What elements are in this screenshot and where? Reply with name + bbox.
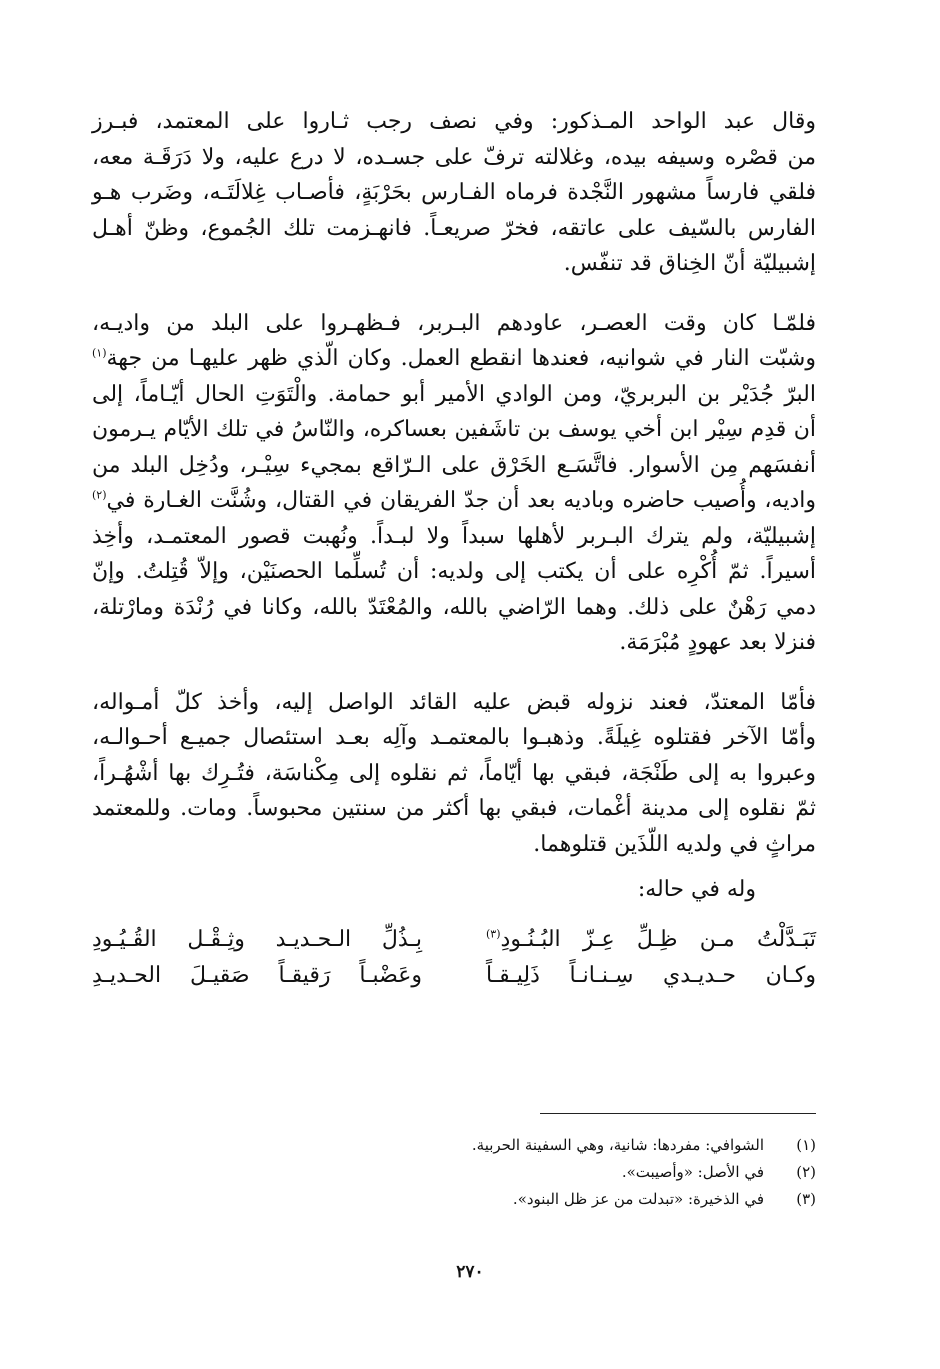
poem-verse	[92, 922, 816, 958]
text-line: فلقي فارساً مشهور النَّجْدة فرماه الفـارس بحَرْبَةٍ، فأصـاب غِلالَتَـه، وضَرب هـو	[92, 180, 816, 205]
text-line: إشبيليّة، ولم يترك البـربر لأهلها سبداً ولا لبـداً. ونُهبت قصور المعتمـد، وأخِذ	[92, 523, 816, 549]
footnotes	[216, 1132, 816, 1213]
footnote-text: في الذخيرة: «تبدلت من عز ظل البنود».	[512, 1190, 764, 1208]
text-line: واديه، وأُصيب حاضره وباديه بعد أن جدّ الفريقان في القتال، وشُنَّت الغـارة في	[106, 488, 816, 513]
text-line: البرّ جُدَيْر بن البربريّ، ومن الوادي الأمير أبو حمامة. والْتَوَتِ الحال أيّـاماً، إلى	[92, 381, 816, 407]
footnote-number: (٢)	[796, 1163, 816, 1181]
text-line: فأمّا المعتدّ، فعند نزوله قبض عليه القائد الواصل إليه، وأخذ كلّ أمـواله،	[92, 689, 816, 715]
text-line: أن قدِم سِيْر ابن أخي يوسف بن تاشَفين بعساكره، والنّاسُ في تلك الأيّام يـرمون	[92, 417, 816, 442]
footnote-marker-1: (١)	[92, 346, 107, 360]
text-line-with-footnote	[92, 341, 816, 377]
footnote-separator	[540, 1113, 816, 1114]
footnote	[216, 1186, 816, 1213]
verse-first-hemistich: وكـان حـديـدي سِـنـانـاً ذَلِيـقـاً	[486, 962, 816, 988]
text-line: دمي رَهْنٌ على ذلك. وهما الرّاضي بالله، والمُعْتَدّ بالله، وكانا في رُنْدَة ومارْتلة،	[92, 594, 816, 620]
text-line: فنزلا بعد عهودٍ مُبْرَمَة.	[619, 630, 816, 655]
paragraph-1	[92, 104, 816, 282]
footnote	[216, 1159, 816, 1186]
poem-intro: وله في حاله:	[637, 877, 756, 902]
page-body	[92, 104, 816, 994]
text-line: مراثٍ في ولديه اللّذَين قتلوهما.	[533, 831, 816, 857]
text-line: وأمّا الآخر فقتلوه غِيلَةً. وذهبـوا بالمعتمـد وآلِه بعـد استئصال جميـع أحـوالـه،	[92, 725, 816, 750]
poem	[92, 922, 816, 994]
paragraph-3	[92, 685, 816, 863]
text-line: فلمّـا كان وقت العصـر، عاودهم البـربر، فـظهـروا على البلد من واديـه،	[92, 310, 816, 336]
text-line: ثمّ نقلوه إلى مدينة أغْمات، فبقي بها أكثر من سنتين محبوساً. ومات. وللمعتمد	[92, 796, 816, 821]
footnote	[216, 1132, 816, 1159]
text-line: وشبّت النار في شوانيه، فعندها انقطع العمل. وكان الّذي ظهر عليهـا من جهة	[106, 346, 816, 371]
poem-verse	[92, 958, 816, 994]
footnote-number: (٣)	[796, 1190, 816, 1208]
verse-first-hemistich: تَبَـدَّلْتُ مـن ظِـلِّ عِـزّ البُـنُـودِ$^{(٣)}$	[486, 926, 816, 952]
verse-second-hemistich: وعَضْبـاً رَقيقـاً صَقيـلَ الحـديـدِ	[92, 962, 422, 988]
text-line: إشبيليّة أنّ الخِناق قد تنفّس.	[563, 251, 816, 276]
footnote-number: (١)	[796, 1136, 816, 1154]
footnote-marker-3: (٣)	[486, 927, 501, 941]
footnote-text: الشوافي: مفردها: شانية، وهي السفينة الحربية.	[471, 1136, 764, 1154]
text-line: أسيراً. ثمّ أُكْرِه على أن يكتب إلى ولديه: أن تُسلِّما الحصنَيْن، وإلاّ قُتِلتُ. وإنّ	[92, 559, 816, 584]
text-line: وقال عبد الواحد المـذكور: وفي نصف رجب ثـاروا على المعتمد، فبـرز	[92, 109, 816, 134]
paragraph-2	[92, 306, 816, 661]
page-number: ٢٧٠	[456, 1262, 484, 1282]
text-line: الفارس بالسّيف على عاتقه، فخرّ صريعـاً. فانهـزمت تلك الجُموع، وظنّ أهـل	[92, 215, 816, 241]
verse-second-hemistich: بِـذُلِّ الـحـديـد وثِـقْـل القُـيُـودِ	[92, 926, 422, 952]
text-line: أنفسَهم مِن الأسوار. فاتَّسَـع الخَرْق على الـرّاقع بمجيء سِيْـر، ودُخِل البلد من	[92, 452, 816, 478]
text-line: من قصْره وسيفه بيده، وغلالته ترفّ على جسـده، لا درع عليه، ولا دَرَقَـة معه،	[92, 144, 816, 170]
footnote-text: في الأصل: «وأصيبت».	[621, 1163, 764, 1181]
footnote-marker-2: (٢)	[92, 488, 107, 502]
text-line-with-footnote	[92, 483, 816, 519]
text-line: وعبروا به إلى طَنْجَة، فبقي بها أيّاماً، ثم نقلوه إلى مِكْناسَة، فتُـرِك بها أشْهُـراً،	[92, 760, 816, 786]
